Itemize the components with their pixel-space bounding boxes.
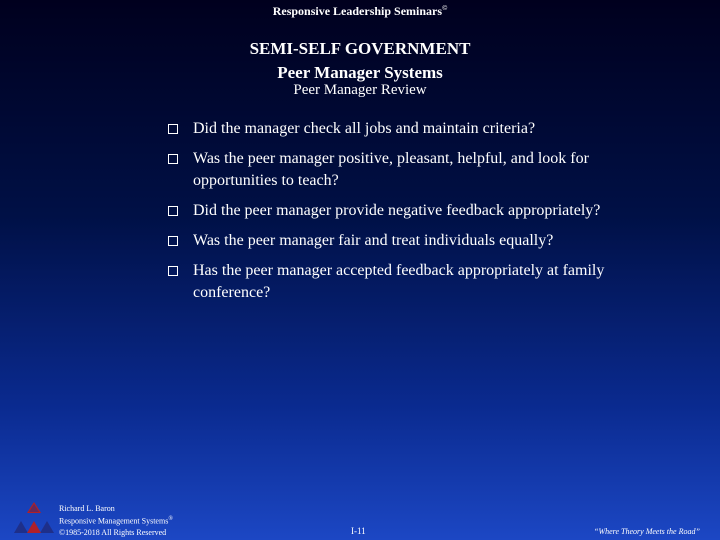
checklist-item: [168, 230, 668, 252]
company-name: Responsive Management Systems: [59, 516, 169, 526]
seminar-name: Responsive Leadership Seminars: [272, 4, 443, 18]
checkbox-icon: [168, 266, 178, 276]
checklist-item: [168, 200, 668, 222]
checkbox-icon: [168, 236, 178, 246]
triangle-logo-icon: [12, 500, 56, 536]
checklist-item-text: Did the manager check all jobs and maintain criteria?: [193, 120, 536, 137]
checklist-item-text: Did the peer manager provide negative feedback appropriately?: [193, 202, 601, 219]
checklist-item-text: Was the peer manager fair and treat individuals equally?: [193, 232, 554, 249]
checklist-item-text: Has the peer manager accepted feedback appropriately at family conference?: [193, 262, 605, 301]
footer-credits: [59, 503, 173, 538]
tagline: “Where Theory Meets the Road”: [594, 527, 700, 536]
slide-subtitle: Peer Manager Review: [293, 82, 427, 98]
author-name: Richard L. Baron: [59, 504, 115, 513]
checklist-item: [168, 260, 668, 304]
checklist-item-text: Was the peer manager positive, pleasant, helpful, and look for opportunities to teach?: [193, 150, 589, 189]
copyright-notice: ©1985-2018 All Rights Reserved: [59, 527, 167, 537]
seminar-header: [0, 4, 720, 19]
title-line-2: Peer Manager Systems: [277, 63, 443, 82]
checkbox-icon: [168, 124, 178, 134]
copyright-mark: ©: [442, 4, 448, 12]
checkbox-icon: [168, 206, 178, 216]
checklist-item: [168, 118, 668, 140]
checklist-item: [168, 148, 668, 192]
slide-title: [0, 37, 720, 85]
page-number: I-11: [351, 526, 366, 536]
title-line-1: SEMI-SELF GOVERNMENT: [249, 39, 471, 58]
checkbox-icon: [168, 154, 178, 164]
registered-mark: ®: [168, 516, 173, 522]
